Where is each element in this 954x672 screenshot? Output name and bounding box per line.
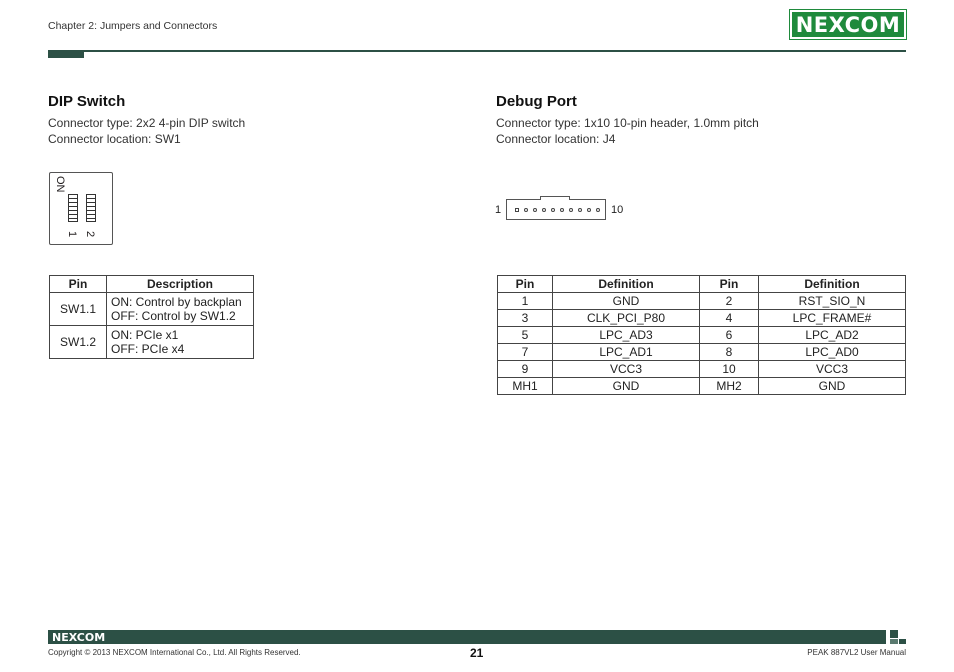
footer-logo: NEXCOM (52, 631, 106, 644)
table-row (498, 378, 906, 395)
debug-connector-location: Connector location: J4 (496, 132, 616, 146)
table-header: Pin (700, 276, 759, 293)
logo-text: NEXCOM (795, 12, 901, 37)
table-row (498, 344, 906, 361)
description-line: OFF: Control by SW1.2 (111, 309, 236, 323)
table-cell: MH1 (498, 378, 553, 395)
table-cell: LPC_FRAME# (759, 310, 906, 327)
table-row (498, 327, 906, 344)
dip-switch-number-2: 2 (84, 230, 97, 238)
dip-switch-number-1: 1 (66, 230, 79, 238)
table-cell: LPC_AD1 (553, 344, 700, 361)
table-cell-pin: SW1.2 (50, 326, 107, 359)
table-header: Description (107, 276, 254, 293)
footer-bar (48, 630, 886, 644)
table-cell: GND (553, 293, 700, 310)
dip-switch-1 (68, 194, 78, 222)
header-pin (515, 208, 519, 212)
header-accent-block (48, 50, 84, 58)
table-header: Pin (498, 276, 553, 293)
header-pin (533, 208, 537, 212)
description-line: ON: PCIe x1 (111, 328, 179, 342)
header-pin (551, 208, 555, 212)
table-cell: LPC_AD3 (553, 327, 700, 344)
table-cell: GND (553, 378, 700, 395)
table-header-row (498, 276, 906, 293)
table-cell: LPC_AD0 (759, 344, 906, 361)
table-row (50, 326, 254, 359)
table-cell: 3 (498, 310, 553, 327)
table-header: Definition (553, 276, 700, 293)
table-cell: 5 (498, 327, 553, 344)
header-pin (587, 208, 591, 212)
header-pin-start-label: 1 (495, 204, 502, 216)
table-row (498, 310, 906, 327)
debug-connector-type: Connector type: 1x10 10-pin header, 1.0mm pitch (496, 116, 759, 130)
dip-switch-2 (86, 194, 96, 222)
footer-square-decoration (890, 630, 898, 638)
dip-on-label-wrap (52, 176, 72, 196)
table-cell: 4 (700, 310, 759, 327)
nexcom-logo (790, 10, 906, 39)
table-cell: CLK_PCI_P80 (553, 310, 700, 327)
description-line: OFF: PCIe x4 (111, 342, 185, 356)
header-pin-end-label: 10 (611, 204, 624, 216)
table-cell: LPC_AD2 (759, 327, 906, 344)
table-cell: 7 (498, 344, 553, 361)
manual-name: PEAK 887VL2 User Manual (807, 648, 906, 657)
footer-square-decoration (899, 639, 906, 644)
table-row (498, 361, 906, 378)
header-pin (569, 208, 573, 212)
table-cell: VCC3 (759, 361, 906, 378)
footer-square-decoration (890, 639, 898, 644)
copyright-text: Copyright © 2013 NEXCOM International Co., Ltd. All Rights Reserved. (48, 648, 301, 657)
dip-connector-type: Connector type: 2x2 4-pin DIP switch (48, 116, 246, 130)
table-cell: 2 (700, 293, 759, 310)
table-cell-pin: SW1.1 (50, 293, 107, 326)
header-divider (48, 50, 906, 52)
description-line: ON: Control by backplan (111, 295, 242, 309)
header-pin (560, 208, 564, 212)
table-header: Definition (759, 276, 906, 293)
table-cell: 8 (700, 344, 759, 361)
table-cell: RST_SIO_N (759, 293, 906, 310)
chapter-title: Chapter 2: Jumpers and Connectors (48, 20, 218, 32)
table-header-row (50, 276, 254, 293)
dip-on-label: ON (54, 176, 66, 193)
table-cell: 6 (700, 327, 759, 344)
header-pin (596, 208, 600, 212)
table-row (50, 293, 254, 326)
dip-switch-table (49, 275, 254, 359)
header-pin (578, 208, 582, 212)
pin-header-diagram (506, 199, 606, 220)
dip-connector-location: Connector location: SW1 (48, 132, 181, 146)
table-cell: 9 (498, 361, 553, 378)
table-cell: MH2 (700, 378, 759, 395)
pin-header-key (540, 196, 570, 200)
header-pin (542, 208, 546, 212)
header-pin (524, 208, 528, 212)
table-cell: VCC3 (553, 361, 700, 378)
debug-port-title: Debug Port (496, 93, 577, 110)
table-cell-description (107, 326, 254, 359)
dip-switch-title: DIP Switch (48, 93, 126, 110)
table-header: Pin (50, 276, 107, 293)
table-cell: 1 (498, 293, 553, 310)
page-number: 21 (470, 646, 484, 660)
table-row (498, 293, 906, 310)
debug-port-table (497, 275, 906, 395)
table-cell-description (107, 293, 254, 326)
table-cell: GND (759, 378, 906, 395)
table-cell: 10 (700, 361, 759, 378)
